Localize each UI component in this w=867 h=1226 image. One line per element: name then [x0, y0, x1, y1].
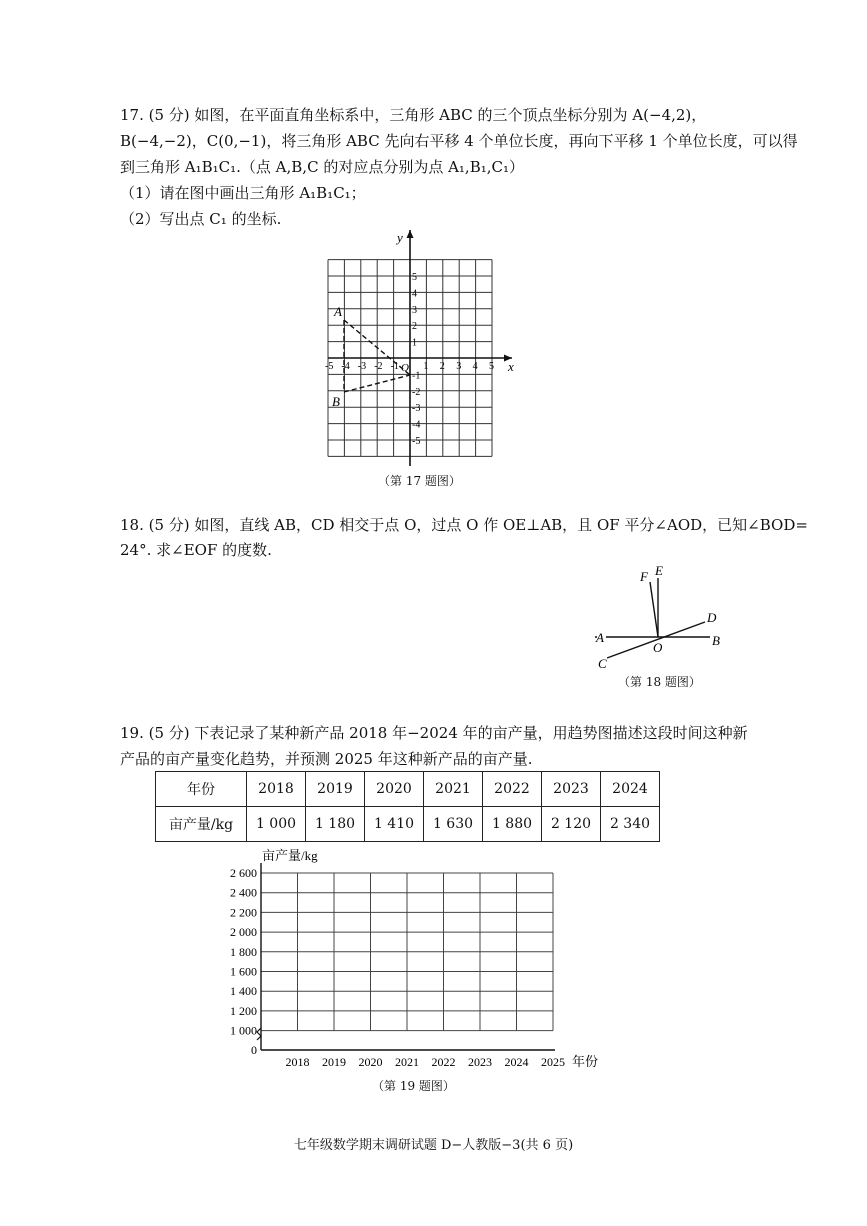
table-cell: 2023 [542, 772, 601, 807]
q19-line2: 产品的亩产量变化趋势，并预测 2025 年这种新产品的亩产量. [120, 750, 533, 768]
chart-x-tick-label: 2025 [541, 1055, 565, 1069]
x-tick-label: -1 [390, 361, 399, 372]
y-tick-label: 2 [412, 321, 417, 333]
chart-y-tick-label: 1 800 [230, 944, 257, 959]
label-A: A [596, 630, 604, 645]
label-O: O [653, 640, 663, 655]
q17-sub2: （2）写出点 C₁ 的坐标. [120, 210, 282, 228]
label-B: B [712, 633, 720, 648]
x-tick-label: 4 [472, 361, 478, 372]
label-C: C [598, 656, 607, 671]
y-tick-label: -4 [412, 419, 421, 431]
q17-line1: 17. (5 分) 如图，在平面直角坐标系中，三角形 ABC 的三个顶点坐标分别为 A(−4,2)， [120, 106, 707, 124]
q18-line1: 18. (5 分) 如图，直线 AB，CD 相交于点 O，过点 O 作 OE⊥AB，且 OF 平分∠AOD，已知∠BOD= [120, 516, 808, 534]
table-row-label: 亩产量/kg [156, 807, 247, 842]
chart-x-tick-label: 2021 [395, 1055, 419, 1069]
chart-y-tick-label: 1 400 [230, 984, 257, 999]
y-tick-label: 1 [412, 337, 417, 349]
x-tick-label: 1 [423, 361, 429, 372]
table-cell: 1 410 [365, 807, 424, 842]
q18-caption: （第 18 题图） [618, 675, 701, 689]
chart-x-tick-label: 2018 [285, 1055, 310, 1069]
chart-y-tick-label: 2 000 [230, 925, 257, 940]
label-E: E [655, 563, 663, 578]
chart-x-tick-label: 2024 [504, 1055, 529, 1069]
table-cell: 2 120 [542, 807, 601, 842]
x-tick-label: -2 [374, 361, 383, 372]
y-tick-label: 3 [412, 304, 417, 316]
q17-line2: B(−4,−2)，C(0,−1)，将三角形 ABC 先向右平移 4 个单位长度，再向下平移 1 个单位长度，可以得 [120, 132, 798, 150]
chart-y-tick-label: 0 [251, 1043, 257, 1057]
q19-line1: 19. (5 分) 下表记录了某种新产品 2018 年−2024 年的亩产量，用趋势图描述这段时间这种新 [120, 724, 748, 742]
q17-line3: 到三角形 A₁B₁C₁.（点 A,B,C 的对应点分别为点 A₁,B₁,C₁） [120, 158, 524, 176]
chart-y-tick-label: 2 600 [230, 866, 257, 880]
origin-label: O [401, 362, 409, 374]
chart-x-tick-label: 2023 [468, 1055, 492, 1069]
y-tick-label: -1 [412, 370, 421, 382]
y-tick-label: 5 [412, 272, 417, 283]
page-footer: 七年级数学期末调研试题 D−人教版−3(共 6 页) [293, 1138, 574, 1153]
y-tick-label: 4 [412, 288, 417, 300]
y-tick-label: -2 [412, 386, 421, 398]
x-tick-label: -5 [325, 361, 334, 372]
table-cell: 2022 [483, 772, 542, 807]
table-cell: 2024 [601, 772, 660, 807]
chart-x-tick-label: 2019 [322, 1055, 346, 1069]
x-tick-label: 5 [489, 361, 494, 372]
chart-y-tick-label: 2 400 [230, 885, 257, 900]
point-A-label: A [334, 304, 342, 319]
q19-caption: （第 19 题图） [372, 1079, 455, 1093]
chart-xlabel: 年份 [572, 1054, 599, 1069]
table-cell: 2019 [306, 772, 365, 807]
table-cell: 1 880 [483, 807, 542, 842]
y-tick-label: -5 [412, 436, 421, 447]
x-tick-label: 3 [456, 361, 462, 372]
x-axis-label: x [508, 359, 514, 374]
q17-sub1: （1）请在图中画出三角形 A₁B₁C₁； [120, 184, 366, 202]
point-B-label: B [332, 394, 340, 409]
table-cell: 2018 [247, 772, 306, 807]
chart-ylabel: 亩产量/kg [262, 848, 318, 863]
chart-y-tick-label: 1 200 [230, 1003, 257, 1018]
chart-y-tick-label: 1 600 [230, 964, 257, 979]
chart-y-tick-label: 2 200 [230, 905, 257, 920]
table-cell: 1 180 [306, 807, 365, 842]
table-cell: 2021 [424, 772, 483, 807]
y-axis-label: y [397, 230, 403, 245]
x-tick-label: 2 [439, 361, 445, 372]
label-D: D [707, 610, 717, 625]
x-tick-label: -3 [357, 361, 367, 372]
q17-caption: （第 17 题图） [378, 474, 461, 488]
table-cell: 1 630 [424, 807, 483, 842]
y-tick-label: -3 [412, 403, 421, 415]
table-cell: 2 340 [601, 807, 660, 842]
chart-x-tick-label: 2022 [431, 1055, 456, 1069]
chart-y-tick-label: 1 000 [230, 1023, 257, 1038]
table-cell: 1 000 [247, 807, 306, 842]
chart-x-tick-label: 2020 [358, 1055, 383, 1069]
table-cell: 2020 [365, 772, 424, 807]
label-F: F [640, 569, 648, 584]
x-tick-label: -4 [341, 361, 350, 372]
table-header-label: 年份 [156, 772, 247, 807]
q18-line2: 24°. 求∠EOF 的度数. [120, 541, 272, 559]
